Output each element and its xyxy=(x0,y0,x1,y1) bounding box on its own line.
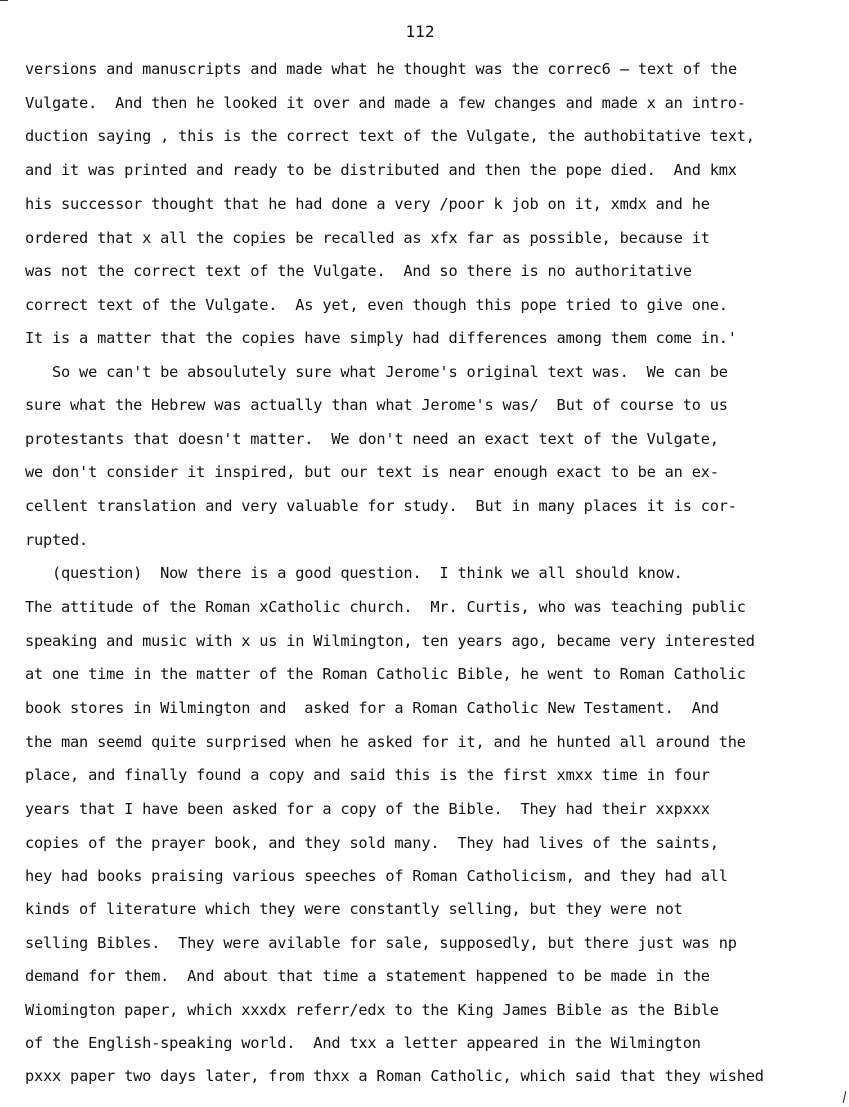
text-line: demand for them. And about that time a statement happened to be made in the xyxy=(25,967,710,985)
page-number: 112 xyxy=(405,22,435,41)
text-line: years that I have been asked for a copy of the Bible. They had their xxpxxx xyxy=(25,800,710,818)
text-line: selling Bibles. They were avilable for sale, supposedly, but there just was np xyxy=(25,934,737,952)
text-line: was not the correct text of the Vulgate. And so there is no authoritative xyxy=(25,262,692,280)
text-line: rupted. xyxy=(25,531,89,549)
text-line: copies of the prayer book, and they sold many. They had lives of the saints, xyxy=(25,834,719,852)
text-line: speaking and music with x us in Wilmington, ten years ago, became very interested xyxy=(25,632,755,650)
text-line: we don't consider it inspired, but our text is near enough exact to be an ex- xyxy=(25,463,719,481)
text-line: at one time in the matter of the Roman Catholic Bible, he went to Roman Catholic xyxy=(25,665,746,683)
text-line: It is a matter that the copies have simply had differences among them come in.' xyxy=(25,329,737,347)
text-line: Vulgate. And then he looked it over and made a few changes and made x an intro- xyxy=(25,94,746,112)
corner-mark xyxy=(0,0,8,7)
text-line: hey had books praising various speeches of Roman Catholicism, and they had all xyxy=(25,867,728,885)
text-line: protestants that doesn't matter. We don't need an exact text of the Vulgate, xyxy=(25,430,719,448)
text-line: So we can't be absoulutely sure what Jerome's original text was. We can be xyxy=(25,363,728,381)
text-line: his successor thought that he had done a very ∕poor k job on it, xmdx and he xyxy=(25,195,710,213)
text-line: sure what the Hebrew was actually than what Jerome's was/ But of course to us xyxy=(25,396,728,414)
text-line: kinds of literature which they were constantly selling, but they were not xyxy=(25,900,683,918)
text-line: versions and manuscripts and made what he thought was the correc6 ̶ text of the xyxy=(25,60,737,78)
text-line: correct text of the Vulgate. As yet, even though this pope tried to give one. xyxy=(25,296,728,314)
text-line: Wiomington paper, which xxxdx referr∕edx to the King James Bible as the Bible xyxy=(25,1001,719,1019)
text-line: the man seemd quite surprised when he asked for it, and he hunted all around the xyxy=(25,733,746,751)
text-line: ordered that x all the copies be recalled as xfx far as possible, because it xyxy=(25,229,710,247)
edge-mark xyxy=(843,1091,846,1103)
text-line: place, and finally found a copy and said this is the first xmxx time in four xyxy=(25,766,710,784)
text-line: cellent translation and very valuable for study. But in many places it is cor- xyxy=(25,497,737,515)
text-line: book stores in Wilmington and asked for a Roman Catholic New Testament. And xyxy=(25,699,719,717)
text-line: pxxx paper two days later, from thxx a Roman Catholic, which said that they wished xyxy=(25,1067,764,1085)
text-line: of the English-speaking world. And txx a letter appeared in the Wilmington xyxy=(25,1034,701,1052)
text-line: duction saying , this is the correct text of the Vulgate, the authobitative text, xyxy=(25,127,755,145)
text-line: and it was printed and ready to be distributed and then the pope died. And kmx xyxy=(25,161,737,179)
text-line: (question) Now there is a good question. I think we all should know. xyxy=(25,564,683,582)
text-line: The attitude of the Roman xCatholic church. Mr. Curtis, who was teaching public xyxy=(25,598,746,616)
